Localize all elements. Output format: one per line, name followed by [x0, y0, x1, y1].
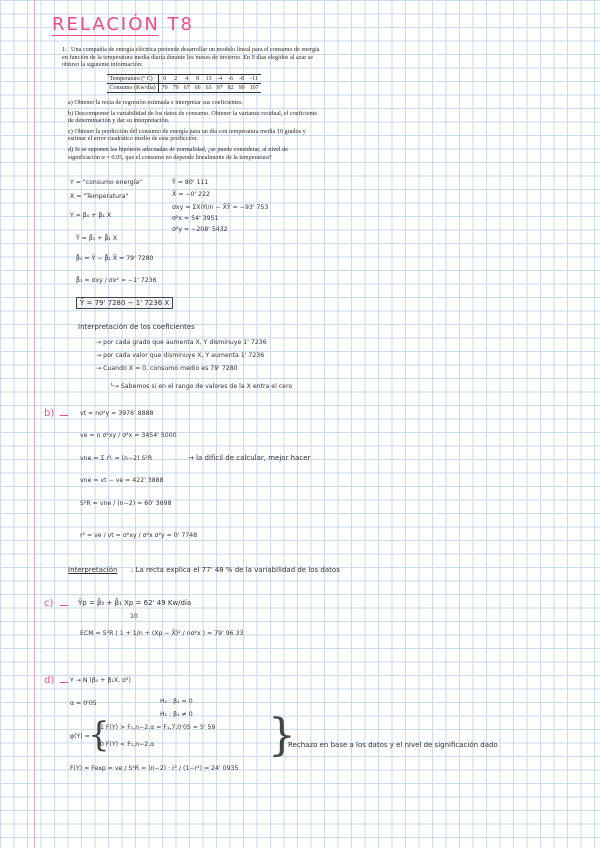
data-table — [107, 74, 261, 93]
table-cell: -8 — [236, 75, 247, 84]
unexplained-note: → la difícil de calcular, mejor hacer — [188, 454, 311, 462]
variance-y: σ²y = −208' 5432 — [172, 226, 228, 233]
estimated-model: Ŷ = β̂₀ + β̂₁ X — [76, 235, 118, 242]
part-c-label: c) — [44, 598, 54, 609]
table-cell: 0 — [159, 75, 171, 84]
table-row-label: Temperatura (º C) — [107, 75, 159, 84]
task-a: a) Obtener la recta de regresión estimada e interpretar sus coeficientes. — [68, 99, 244, 106]
interpretation-title-b: Interpretación — [68, 566, 118, 574]
part-b-label: b) — [44, 408, 55, 419]
normal-model: Y → N (β₀ + β₁X, σ²) — [70, 677, 131, 684]
explained-variability: ve = n σ²xy / σ²x = 3454' 5000 — [80, 432, 177, 439]
beta0-estimate: β̂₀ = Ȳ − β̂₁ X̄ = 79' 7280 — [76, 255, 154, 262]
test-function: φ(Y) = — [70, 733, 90, 740]
significance-level: α = 0'05 — [70, 700, 97, 707]
null-hypothesis: H₀ : β₁ = 0 — [160, 698, 193, 705]
interpretation-note: └→ Sabemos si en el rango de valores de la X entra el cero — [110, 383, 293, 390]
table-row-consumption — [107, 84, 261, 93]
left-brace: { — [88, 715, 110, 755]
residual-variance: S²R = vne / (n−2) = 60' 3698 — [80, 500, 172, 507]
task-list — [68, 99, 318, 164]
task-b: b) Descomponer la variabilidad de los datos de consumo. Obtener la varianza residual, el coeficiente de determinación y dar su interpretación. — [68, 109, 318, 125]
table-cell: 63 — [203, 84, 214, 93]
margin-line — [34, 0, 35, 848]
table-cell: -4 — [214, 75, 225, 84]
f-statistic: F(Y) = Fexp = ve / S²R = (n−2) · r² / (1−r²) = 24' 0935 — [70, 765, 239, 772]
covariance: σxy = ΣXiYi/n − X̄Ȳ = −93' 753 — [172, 204, 269, 211]
title-underline — [52, 35, 158, 36]
table-cell: 13 — [203, 75, 214, 84]
x-mean: X̄ = −0' 222 — [172, 191, 210, 198]
unexplained-variability-alt: vne = vt − ve = 422' 3888 — [80, 477, 164, 484]
test-case-accept: 0 F(Y) < F₁,n−2,α — [100, 741, 155, 748]
table-row-label: Consumo (Kw/día) — [107, 84, 159, 93]
table-cell: -11 — [247, 75, 261, 84]
total-variability: vt = nσ²y = 3976' 8888 — [80, 410, 154, 417]
problem-statement — [62, 46, 322, 71]
interpretation-line: → Cuando X = 0, consumo medio es 79' 7280 — [96, 365, 238, 372]
definition-x: X = "Temperatura" — [70, 193, 129, 200]
conclusion: Rechazo en base a los datos y el nivel de significación dado — [288, 741, 498, 749]
task-c: c) Obtener la predicción del consumo de energía para un día con temperatura media 10 grados y estimar el error cuadrático medio de esta predicción. — [68, 127, 306, 143]
table-cell: 8 — [192, 75, 203, 84]
interpretation-b: : La recta explica el 77' 48 % de la variabilidad de los datos — [131, 566, 340, 574]
table-cell: 107 — [247, 84, 261, 93]
prediction: Ŷp = β̂₀ + β̂₁ Xp = 62' 49 Kw/día — [78, 599, 192, 607]
table-row-temperature — [107, 75, 261, 84]
variance-x: σ²x = 54' 3951 — [172, 215, 219, 222]
table-cell: 82 — [225, 84, 236, 93]
page-title: RELACIÓN T8 — [52, 14, 194, 35]
table-cell: 67 — [181, 84, 192, 93]
table-cell: 66 — [192, 84, 203, 93]
table-cell: 90 — [236, 84, 247, 93]
table-cell: 4 — [181, 75, 192, 84]
interpretation-title: Interpretación de los coeficientes — [78, 323, 195, 331]
prediction-x-value: 10 — [130, 613, 138, 620]
interpretation-line: → por cada grado que aumenta X, Y disminuye 1' 7236 — [96, 339, 267, 346]
regression-model: Y = β₀ + β₁ X — [70, 212, 112, 219]
mean-square-error: ECM = S²R ( 1 + 1/n + (Xp − X̄)² / nσ²x ) = 79' 96 33 — [80, 630, 244, 637]
alternative-hypothesis: H₁ : β₁ ≠ 0 — [160, 711, 193, 718]
table-cell: 2 — [170, 75, 181, 84]
problem-text: Una compañía de energía eléctrica pretende desarrollar un modelo lineal para el consumo de energía en función de la temperatura media diaria durante los meses de invierno. En 9 días elegidos al azar se obtuvo la siguiente información: — [62, 46, 320, 69]
interpretation-line: → por cada valor que disminuye X, Y aumenta 1' 7236 — [96, 352, 265, 359]
determination-coefficient: r² = ve / vt = σ²xy / σ²x σ²y = 0' 7748 — [80, 532, 198, 539]
part-c-marker — [60, 605, 68, 606]
beta1-estimate: β̂₁ = σxy / σx² = −1' 7236 — [76, 277, 157, 284]
table-cell: 97 — [214, 84, 225, 93]
part-d-marker — [60, 682, 68, 683]
regression-line-result: Ŷ = 79' 7280 − 1' 7236 X — [76, 297, 173, 309]
table-cell: -6 — [225, 75, 236, 84]
problem-number: 1. — [62, 46, 67, 53]
right-brace: } — [268, 710, 296, 761]
part-b-marker — [60, 415, 68, 416]
test-case-reject: 1 F(Y) > F₁,n−2,α = F₁,7,0'05 = 5' 59 — [100, 724, 216, 731]
task-d: d) Si se suponen las hipótesis adecuadas de normalidad, ¿se puede considerar, al nivel de significación α = 0.05, que el consumo no depende linealmente de la temperatura? — [68, 145, 289, 161]
unexplained-variability: vne = Σ r²ᵢ = (n−2) S²R — [80, 455, 153, 462]
table-cell: 70 — [159, 84, 171, 93]
definition-y: Y = "consumo energía" — [70, 179, 143, 186]
part-d-label: d) — [44, 675, 55, 686]
table-cell: 79 — [170, 84, 181, 93]
y-mean: Ȳ = 80' 111 — [172, 179, 209, 186]
